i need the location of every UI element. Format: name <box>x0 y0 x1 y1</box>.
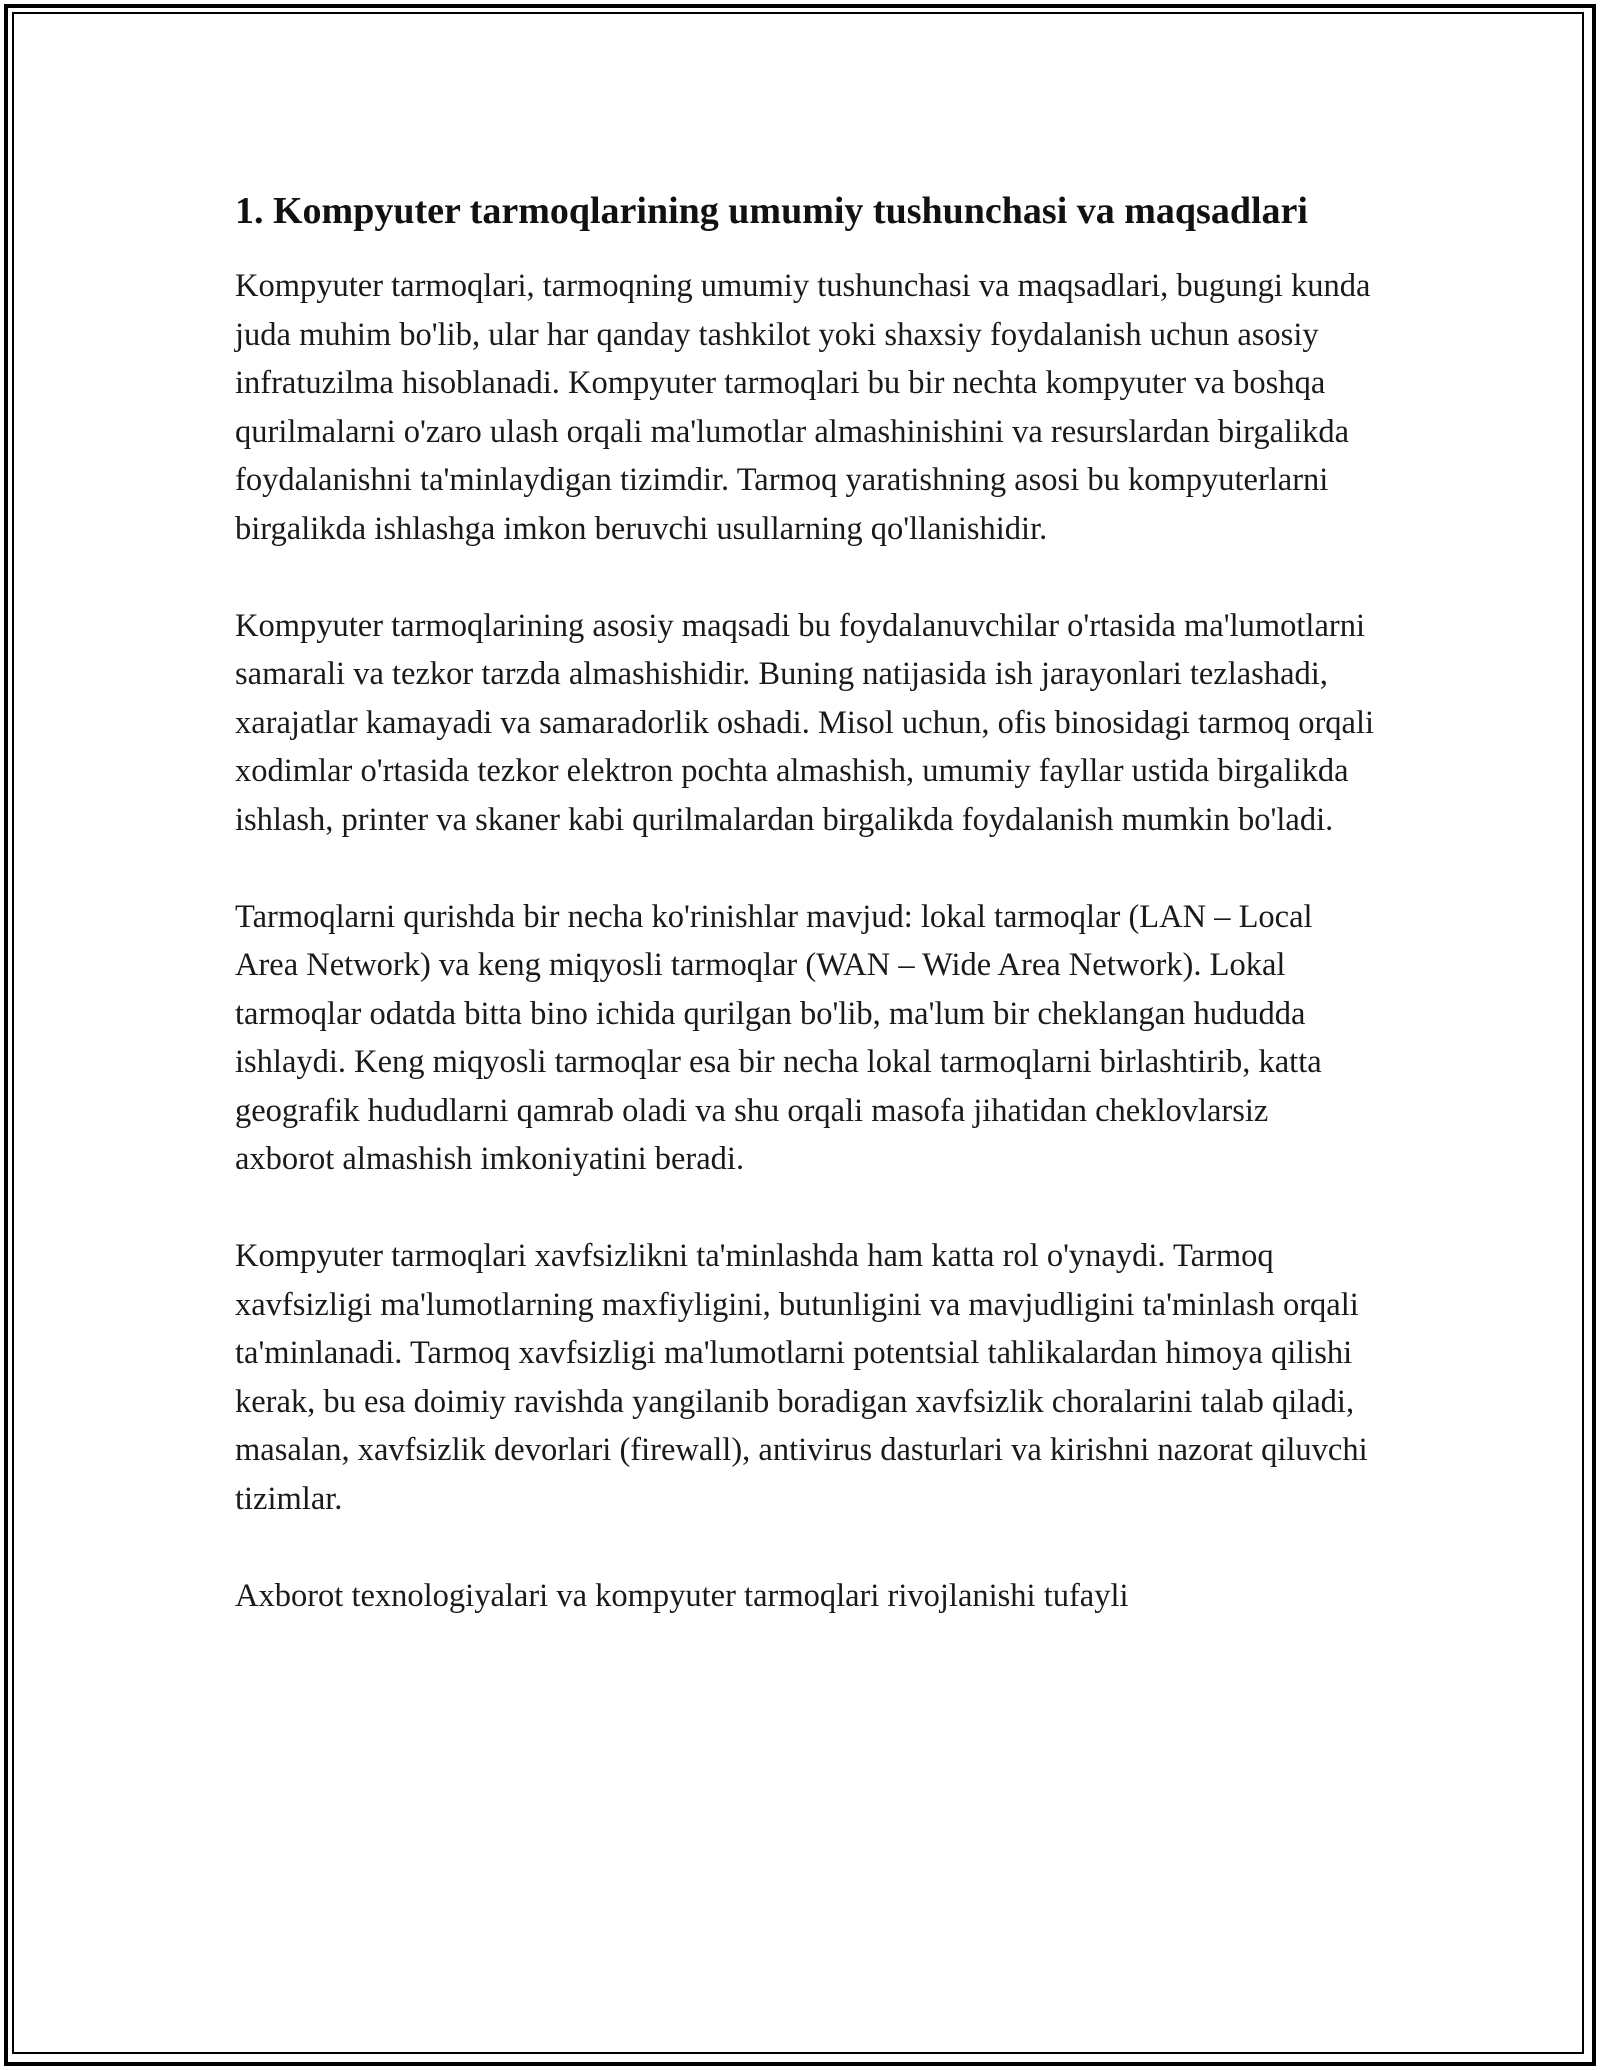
paragraph-1: Kompyuter tarmoqlari, tarmoqning umumiy tushunchasi va maqsadlari, bugungi kunda juda muhim bo'lib, ular har qanday tashkilot yoki shaxsiy foydalanish uchun asosiy infratuzilma hisoblanadi. Kompyuter tarmoqlari bu bir nechta kompyuter va boshqa qurilmalarni o'zaro ulash orqali ma'lumotlar almashinishini va resurslardan birgalikda foydalanishni ta'minlaydigan tizimdir. Tarmoq yaratishning asosi bu kompyuterlarni birgalikda ishlashga imkon beruvchi usullarning qo'llanishidir. <box>235 268 1371 547</box>
document-page <box>235 187 1375 1669</box>
section-heading: 1. Kompyuter tarmoqlarining umumiy tushunchasi va maqsadlari <box>235 190 1308 232</box>
paragraph-3: Tarmoqlarni qurishda bir necha ko'rinishlar mavjud: lokal tarmoqlar (LAN – Local Area Network) va keng miqyosli tarmoqlar (WAN – Wide Area Network). Lokal tarmoqlar odatda bitta bino ichida qurilgan bo'lib, ma'lum bir cheklangan hududda ishlaydi. Keng miqyosli tarmoqlar esa bir necha lokal tarmoqlarni birlashtirib, katta geografik hududlarni qamrab oladi va shu orqali masofa jihatidan cheklovlarsiz axborot almashish imkoniyatini beradi. <box>235 898 1322 1178</box>
paragraph-5: Axborot texnologiyalari va kompyuter tarmoqlari rivojlanishi tufayli <box>235 1577 1129 1614</box>
paragraph-2: Kompyuter tarmoqlarining asosiy maqsadi bu foydalanuvchilar o'rtasida ma'lumotlarni samarali va tezkor tarzda almashishidir. Buning natijasida ish jarayonlari tezlashadi, xarajatlar kamayadi va samaradorlik oshadi. Misol uchun, ofis binosidagi tarmoq orqali xodimlar o'rtasida tezkor elektron pochta almashish, umumiy fayllar ustida birgalikda ishlash, printer va skaner kabi qurilmalardan birgalikda foydalanish mumkin bo'ladi. <box>235 607 1375 838</box>
paragraph-4: Kompyuter tarmoqlari xavfsizlikni ta'minlashda ham katta rol o'ynaydi. Tarmoq xavfsizligi ma'lumotlarning maxfiyligini, butunligini va mavjudligini ta'minlash orqali ta'minlanadi. Tarmoq xavfsizligi ma'lumotlarni potentsial tahlikalardan himoya qilishi kerak, bu esa doimiy ravishda yangilanib boradigan xavfsizlik choralarini talab qiladi, masalan, xavfsizlik devorlari (firewall), antivirus dasturlari va kirishni nazorat qiluvchi tizimlar. <box>235 1238 1368 1517</box>
